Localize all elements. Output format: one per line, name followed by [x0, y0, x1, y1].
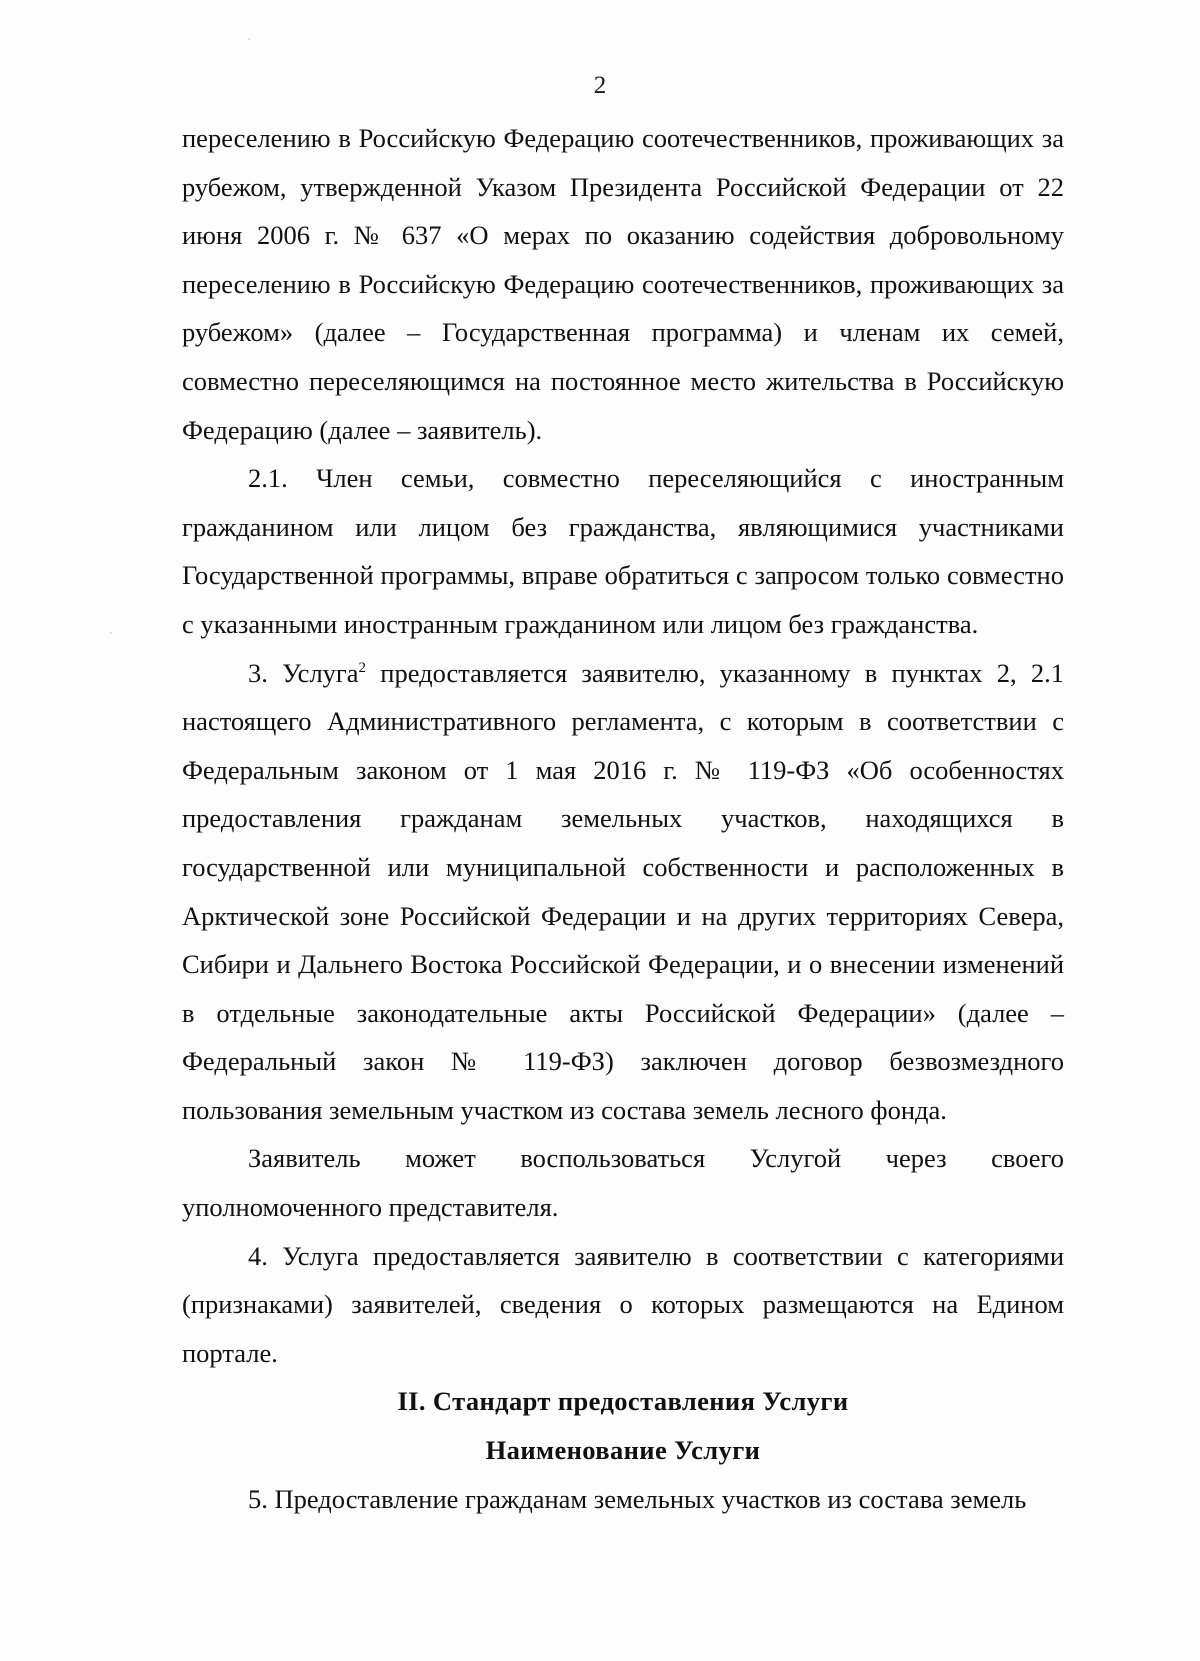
- subsection-heading: Наименование Услуги: [485, 1435, 761, 1466]
- footnote-marker: 2: [358, 659, 367, 676]
- paragraph-3-rest: предоставляется заявителю, указанному в пунктах 2, 2.1 настоящего Административного регламента, с которым в соответствии с Федеральным законом от 1 мая 2016 г. № 119-ФЗ «Об особенностях предоставления гражданам земельных участков, находящихся в государственной или муниципальной собственности и расположенных в Арктической зоне Российской Федерации и на других территориях Севера, Сибири и Дальнего Востока Российской Федерации, и о внесении изменений в отдельные законодательные акты Российской Федерации» (далее – Федеральный закон № 119-ФЗ) заключен договор безвозмездного пользования земельным участком из состава земель лесного фонда.: [182, 657, 1064, 1125]
- page-number: 2: [593, 72, 607, 99]
- scan-artifact: [110, 632, 112, 634]
- section-heading: II. Стандарт предоставления Услуги: [397, 1386, 849, 1417]
- paragraph-representative: Заявитель может воспользоваться Услугой через своего уполномоченного представителя.: [182, 1143, 1064, 1223]
- paragraph-2-1: 2.1. Член семьи, совместно переселяющийся с иностранным гражданином или лицом без гражданства, являющимися участниками Государственной программы, вправе обратиться с запросом только совместно с указанными иностранным гражданином или лицом без гражданства.: [182, 463, 1064, 639]
- paragraph-3: [182, 649, 1064, 1135]
- paragraph-5: 5. Предоставление гражданам земельных участков из состава земель: [248, 1483, 1027, 1514]
- scan-artifact: [248, 38, 250, 40]
- document-body: [182, 114, 1064, 1523]
- paragraph-4: 4. Услуга предоставляется заявителю в соответствии с категориями (признаками) заявителей, сведения о которых размещаются на Едином портале.: [182, 1240, 1064, 1368]
- paragraph-3-start: 3. Услуга: [248, 657, 359, 688]
- paragraph-continuation: переселению в Российскую Федерацию соотечественников, проживающих за рубежом, утвержденной Указом Президента Российской Федерации от 22 июня 2006 г. № 637 «О мерах по оказанию содействия добровольному переселению в Российскую Федерацию соотечественников, проживающих за рубежом» (далее – Государственная программа) и членам их семей, совместно переселяющимся на постоянное место жительства в Российскую Федерацию (далее – заявитель).: [182, 123, 1064, 445]
